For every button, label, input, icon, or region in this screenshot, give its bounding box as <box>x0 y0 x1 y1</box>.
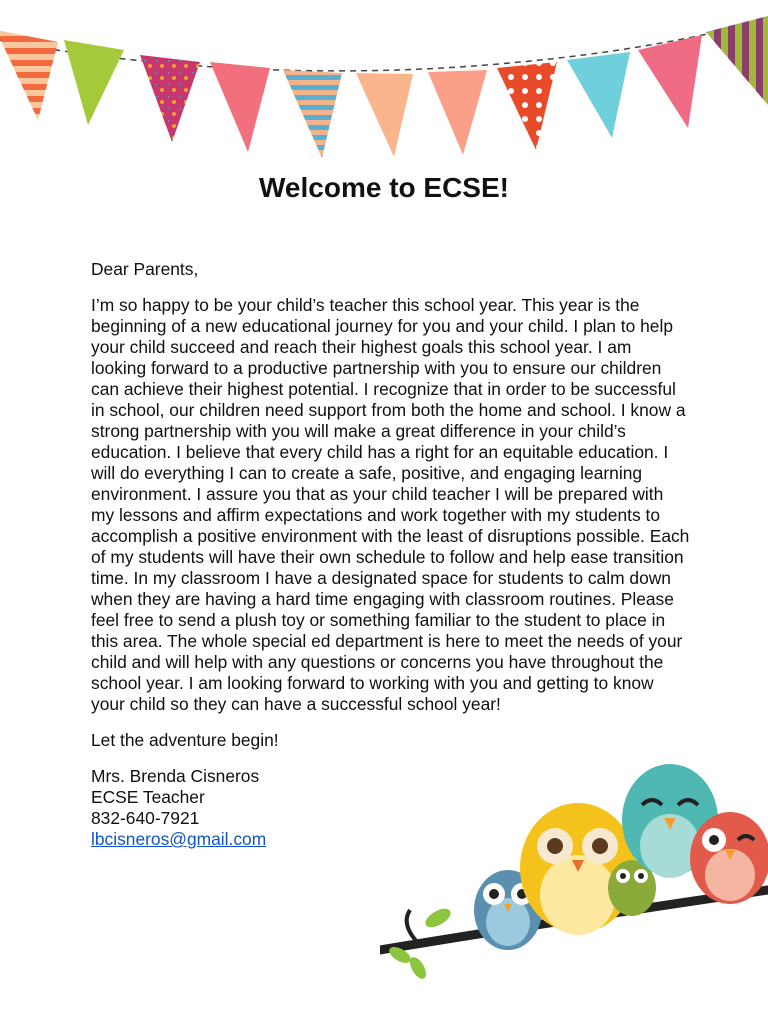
bunting-banner <box>0 0 768 170</box>
signature-phone: 832-640-7921 <box>91 808 200 828</box>
salutation: Dear Parents, <box>91 259 199 279</box>
page-title: Welcome to ECSE! <box>259 172 509 203</box>
signature-name: Mrs. Brenda Cisneros <box>91 766 260 786</box>
letter-paragraph: I’m so happy to be your child’s teacher this school year. This year is the beginning of a new educational journey for you and your child. I plan to help your child succeed and reach their highest goals this school year. I am looking forward to a productive partnership with you to ensure our children can achieve their highest potential. I recognize that in order to be successful in school, our children need support from both the home and school. I know a strong partnership with you will make a great difference in your child’s education. I believe that every child has a right for an equitable education. I will do everything I can to create a safe, positive, and engaging learning environment. I assure you that as your child teacher I will be prepared with my lessons and affirm expectations and work together with my students to accomplish a positive environment with the least of disruptions possible. Each of my students will have their own schedule to follow and help ease transition time. In my classroom I have a designated space for students to calm down when they are having a hard time engaging with classroom routines. Please feel free to send a plush toy or something familiar to the student to place in this area. The whole special ed department is here to meet the needs of your child and will help with any questions or concerns you have throughout the school year. I am looking forward to working with you and getting to know your child so they can have a successful school year! <box>91 295 690 714</box>
owls-illustration <box>380 750 768 1024</box>
email-link[interactable]: lbcisneros@gmail.com <box>91 829 267 849</box>
signature-role: ECSE Teacher <box>91 787 205 807</box>
red-owl <box>690 812 768 904</box>
closing-line: Let the adventure begin! <box>91 730 279 750</box>
